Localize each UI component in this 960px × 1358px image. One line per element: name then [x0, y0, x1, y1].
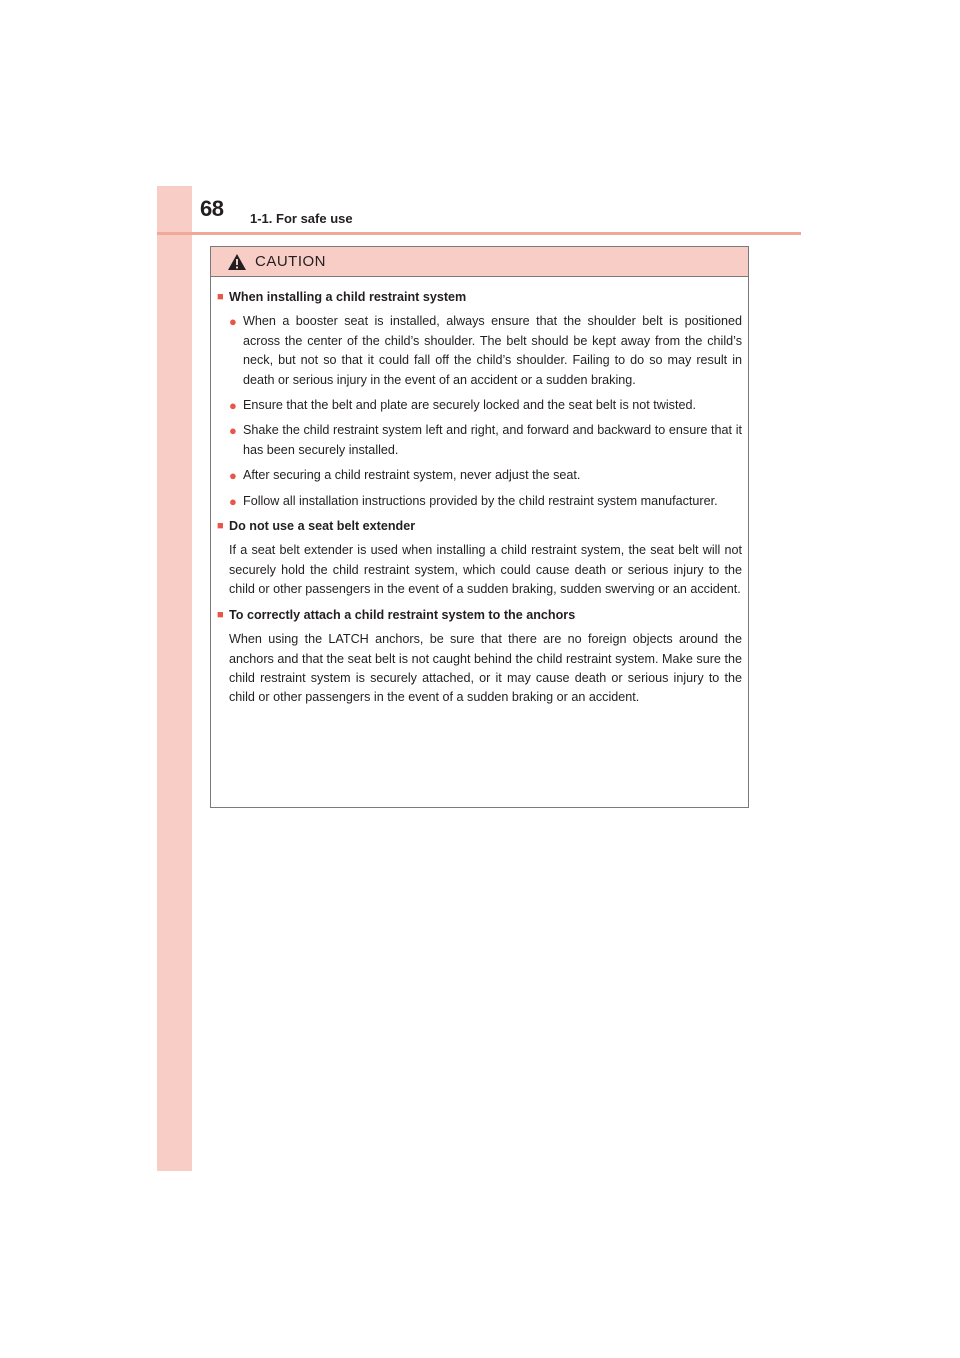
- page-number: 68: [200, 196, 224, 221]
- section-heading: ■ To correctly attach a child restraint system to the anchors: [217, 606, 742, 625]
- list-item: ● Follow all installation instructions provided by the child restraint system manufacturer.: [229, 492, 742, 511]
- list-item: ● When a booster seat is installed, always ensure that the shoulder belt is positioned across the center of the child’s shoulder. The belt should be kept away from the child’s neck, but not so that it could fall off the child’s shoulder. Failing to do so may result in death or serious injury in the event of an accident or a sudden braking.: [229, 312, 742, 390]
- caution-header: [211, 247, 748, 277]
- warning-triangle-icon: [227, 253, 247, 271]
- caution-title: CAUTION: [255, 253, 326, 270]
- section-paragraph: When using the LATCH anchors, be sure that there are no foreign objects around the anchors and that the seat belt is not caught behind the child restraint system. Make sure the child restraint system is securely attached, or it may cause death or serious injury to the child or other passengers in the event of a sudden braking or an accident.: [229, 632, 742, 705]
- section-title: 1-1. For safe use: [250, 211, 353, 226]
- list-item: ● After securing a child restraint system, never adjust the seat.: [229, 466, 742, 485]
- list-item: ● Shake the child restraint system left and right, and forward and backward to ensure that it has been securely installed.: [229, 421, 742, 460]
- section-heading: ■ When installing a child restraint system: [217, 288, 742, 307]
- dot-bullet-icon: ●: [229, 398, 237, 414]
- side-strip: [157, 186, 192, 1171]
- header-rule: [157, 232, 801, 235]
- dot-bullet-icon: ●: [229, 314, 237, 330]
- caution-box: [210, 246, 749, 808]
- section-paragraph: If a seat belt extender is used when installing a child restraint system, the seat belt will not securely hold the child restraint system, which could cause death or serious injury to the child or other passengers in the event of a sudden braking, sudden swerving or an accident.: [229, 543, 742, 597]
- dot-bullet-icon: ●: [229, 493, 237, 509]
- square-bullet-icon: ■: [217, 520, 224, 533]
- dot-bullet-icon: ●: [229, 468, 237, 484]
- caution-body: [211, 277, 748, 708]
- list-item: ● Ensure that the belt and plate are securely locked and the seat belt is not twisted.: [229, 396, 742, 415]
- square-bullet-icon: ■: [217, 608, 224, 621]
- dot-bullet-icon: ●: [229, 423, 237, 439]
- section-heading: ■ Do not use a seat belt extender: [217, 517, 742, 536]
- square-bullet-icon: ■: [217, 291, 224, 303]
